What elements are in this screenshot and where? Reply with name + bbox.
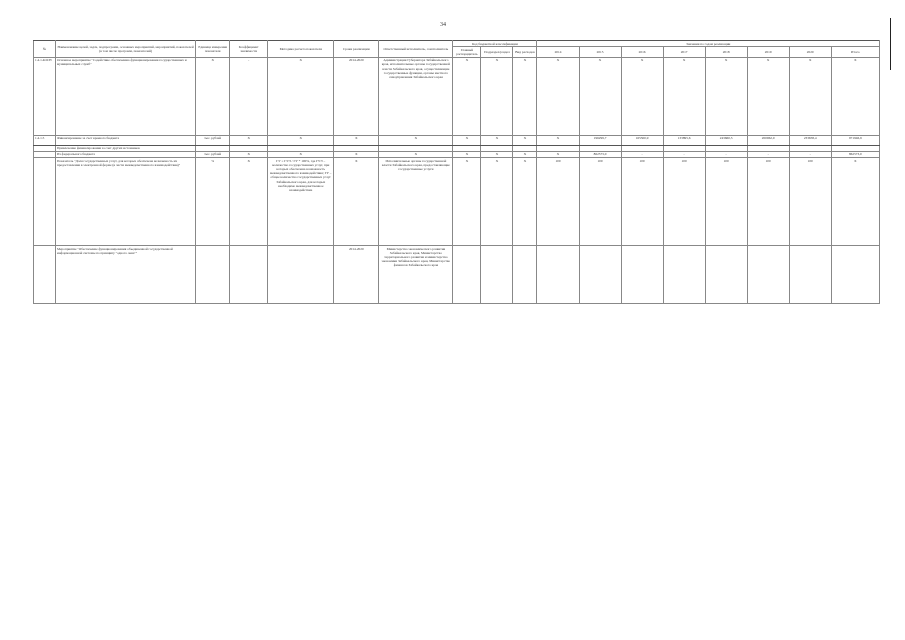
row-year-value: - bbox=[789, 151, 831, 157]
header-budget-sub: Подраздел/раздел bbox=[481, 47, 513, 57]
row-year-value: - bbox=[747, 151, 789, 157]
header-year: 2018 bbox=[705, 47, 747, 57]
header-budget-class: Код бюджетной классификации bbox=[453, 41, 537, 47]
row-year-value: 862573,0 bbox=[579, 151, 621, 157]
row-method: Х bbox=[268, 135, 334, 145]
row-year-value: 243660,3 bbox=[705, 135, 747, 145]
header-values-group: Значения по годам реализации bbox=[537, 41, 880, 47]
row-name: Из федерального бюджета bbox=[56, 151, 196, 157]
row-num bbox=[34, 246, 56, 304]
row-budget-cell: Х bbox=[453, 57, 481, 135]
row-budget-cell: Х bbox=[481, 151, 513, 157]
row-total-cell: Х bbox=[831, 158, 879, 246]
row-unit: тыс. рублей bbox=[196, 151, 230, 157]
row-responsible: Х bbox=[379, 135, 453, 145]
table-row bbox=[34, 246, 880, 304]
row-num bbox=[34, 158, 56, 246]
header-year: 2015 bbox=[579, 47, 621, 57]
table-row bbox=[34, 135, 880, 145]
row-year-value: 165300,9 bbox=[621, 135, 663, 145]
row-name: Показатель "Доля государственных услуг, для которых обеспечена возможность их предоставления в электронной форме (в части межведомственного взаимодействия)" bbox=[56, 158, 196, 246]
row-weight: Х bbox=[230, 158, 268, 246]
row-year-value bbox=[663, 246, 705, 304]
row-deadline: Х bbox=[334, 135, 379, 145]
row-year-value: Х bbox=[579, 57, 621, 135]
row-budget-cell: Х bbox=[513, 135, 537, 145]
row-year-value: - bbox=[663, 151, 705, 157]
row-weight bbox=[230, 246, 268, 304]
row-year-value: Х bbox=[537, 151, 579, 157]
row-year-value: - bbox=[705, 151, 747, 157]
row-method bbox=[268, 246, 334, 304]
table-row bbox=[34, 57, 880, 135]
row-year-value: Х bbox=[789, 57, 831, 135]
row-budget-cell: Х bbox=[453, 158, 481, 246]
row-budget-cell: Х bbox=[481, 158, 513, 246]
row-num: 1.4.1.4ОСН bbox=[34, 57, 56, 135]
header-year: 2020 bbox=[789, 47, 831, 57]
row-budget-cell bbox=[481, 246, 513, 304]
header-unit: Единица измерения показателя bbox=[196, 41, 230, 58]
row-unit: % bbox=[196, 158, 230, 246]
row-year-value: Х bbox=[705, 57, 747, 135]
row-deadline: 2014-2020 bbox=[334, 246, 379, 304]
row-deadline: Х bbox=[334, 158, 379, 246]
row-unit bbox=[196, 246, 230, 304]
row-year-value: 233658,4 bbox=[789, 135, 831, 145]
row-budget-cell: Х bbox=[453, 151, 481, 157]
row-year-value: Х bbox=[747, 57, 789, 135]
row-year-value: 200962,0 bbox=[747, 135, 789, 145]
program-table bbox=[33, 40, 880, 304]
row-year-value bbox=[579, 246, 621, 304]
row-total-cell: Х bbox=[831, 57, 879, 135]
row-weight: - bbox=[230, 57, 268, 135]
row-budget-cell bbox=[453, 246, 481, 304]
header-deadline: Сроки реализации bbox=[334, 41, 379, 58]
header-name: Наименование целей, задач, подпрограмм, основных мероприятий, мероприятий, показателей (в том числе программ, показателей) bbox=[56, 41, 196, 58]
header-year: 2016 bbox=[621, 47, 663, 57]
row-year-value bbox=[705, 246, 747, 304]
row-year-value: Х bbox=[663, 57, 705, 135]
row-method: ГУ = ГУЭ / ГУ * 100%, где ГУЭ – количество государственных услуг, при которых обеспечена возможность межведомственного взаимодействия; ГУ – общее количество государственных услуг Забайкальского края, для которых необходимо межведомственное взаимодействие bbox=[268, 158, 334, 246]
row-name: Основное мероприятие "Содействие обеспечению функционирования государственных и муниципальных служб" bbox=[56, 57, 196, 135]
header-budget-sub: Главный распорядитель bbox=[453, 47, 481, 57]
row-method: Х bbox=[268, 151, 334, 157]
row-unit: тыс. рублей bbox=[196, 135, 230, 145]
header-budget-sub: Вид расходов bbox=[513, 47, 537, 57]
header-year: 2014 bbox=[537, 47, 579, 57]
header-weight: Коэффициент значимости bbox=[230, 41, 268, 58]
row-method: Х bbox=[268, 57, 334, 135]
row-year-value: Х bbox=[537, 135, 579, 145]
row-year-value bbox=[621, 246, 663, 304]
row-year-value: 100 bbox=[537, 158, 579, 246]
header-year: 2019 bbox=[747, 47, 789, 57]
row-budget-cell: Х bbox=[513, 57, 537, 135]
row-name: Финансирование за счет краевого бюджета bbox=[56, 135, 196, 145]
row-budget-cell: Х bbox=[513, 158, 537, 246]
row-budget-cell: Х bbox=[453, 135, 481, 145]
row-name: Привлечение финансирования за счет других источников bbox=[56, 145, 196, 151]
row-year-value: - bbox=[621, 151, 663, 157]
row-year-value: 100 bbox=[789, 158, 831, 246]
row-responsible: Министерство экономического развития Забайкальского края, Министерство территориального развития и министерство экономики Забайкальского края, Министерство финансов Забайкальского края bbox=[379, 246, 453, 304]
header-num: № bbox=[34, 41, 56, 58]
header-responsible: Ответственный исполнитель, соисполнитель bbox=[379, 41, 453, 58]
row-num: 1.4.1.5 bbox=[34, 135, 56, 145]
row-unit: Х bbox=[196, 57, 230, 135]
row-year-value bbox=[789, 246, 831, 304]
row-responsible: Х bbox=[379, 151, 453, 157]
row-year-value: Х bbox=[621, 57, 663, 135]
row-year-value: 100 bbox=[747, 158, 789, 246]
row-year-value bbox=[537, 246, 579, 304]
header-method: Методика расчета показателя bbox=[268, 41, 334, 58]
row-responsible: Исполнительные органы государственной власти Забайкальского края, предоставляющие государственные услуги bbox=[379, 158, 453, 246]
row-total-cell bbox=[831, 246, 879, 304]
page-number: 34 bbox=[440, 22, 446, 28]
row-name: Мероприятие "Обеспечение функционирования объединенной государственной информационной системы по принципу "одного окна"" bbox=[56, 246, 196, 304]
row-year-value: 100 bbox=[663, 158, 705, 246]
row-year-value: 100 bbox=[579, 158, 621, 246]
row-budget-cell bbox=[513, 246, 537, 304]
row-deadline: 2014-2020 bbox=[334, 57, 379, 135]
table-row bbox=[34, 158, 880, 246]
row-responsible: Администрация Губернатора Забайкальского края, исполнительные органы государственной власти Забайкальского края, осуществляющие государственные функции, органы местного самоуправления Забайкальского края bbox=[379, 57, 453, 135]
row-deadline: Х bbox=[334, 151, 379, 157]
row-year-value: 100 bbox=[621, 158, 663, 246]
row-weight: Х bbox=[230, 151, 268, 157]
row-budget-cell: Х bbox=[481, 135, 513, 145]
row-budget-cell: Х bbox=[481, 57, 513, 135]
row-total-cell: 971946,9 bbox=[831, 135, 879, 145]
row-year-value: 100 bbox=[705, 158, 747, 246]
row-budget-cell: Х bbox=[513, 151, 537, 157]
margin-rule bbox=[890, 18, 891, 70]
row-year-value bbox=[747, 246, 789, 304]
row-year-value: Х bbox=[537, 57, 579, 135]
row-total-cell: 862573,0 bbox=[831, 151, 879, 157]
header-year: 2017 bbox=[663, 47, 705, 57]
header-total: Итого bbox=[831, 47, 879, 57]
row-year-value: 196299,7 bbox=[579, 135, 621, 145]
row-year-value: 133895,6 bbox=[663, 135, 705, 145]
row-weight: Х bbox=[230, 135, 268, 145]
